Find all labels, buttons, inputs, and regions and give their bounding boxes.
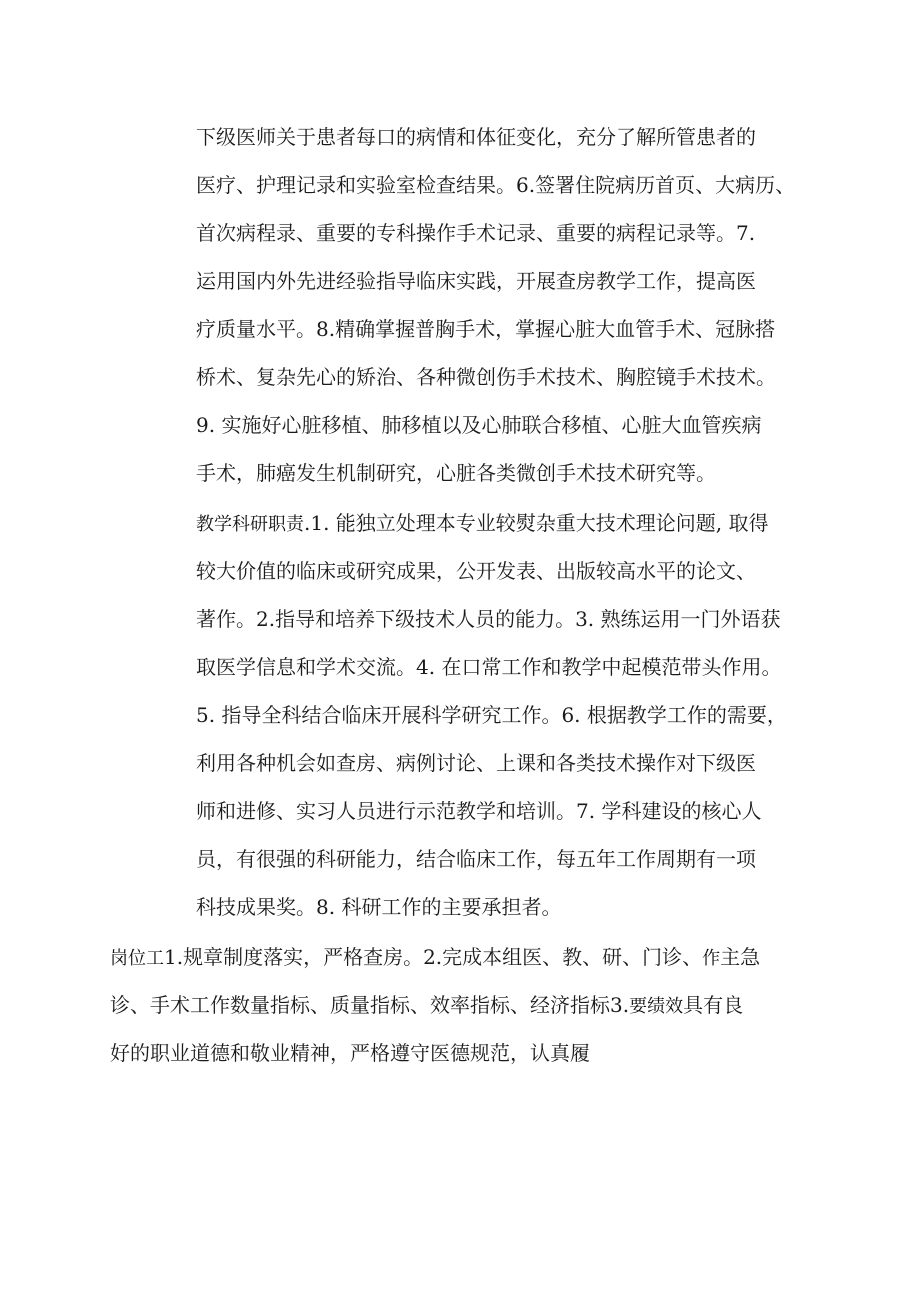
body-text-line: 科技成果奖。8. 科研工作的主要承担者。 [196,895,562,919]
body-text-line: 手术，肺癌发生机制研究，心脏各类微创手术技术研究等。 [196,461,716,485]
body-text-line: 疗质量水平。8.精确掌握普胸手术，掌握心脏大血管手术、冠脉搭 [196,317,776,341]
body-text-line: 好的职业道德和敬业精神，严格遵守医德规范，认真履 [110,1041,590,1065]
body-text-line: 桥术、复杂先心的矫治、各种微创伤手术技术、胸腔镜手术技术。 [196,365,776,389]
body-text-fragment: 具有良 [683,993,744,1017]
body-text-line: 利用各种机会如查房、病例讨论、上课和各类技术操作对下级医 [196,751,756,775]
body-text-fragment: 主急 [720,945,761,969]
body-text-line: 运用国内外先进经验指导临床实践，开展查房教学工作，提高医 [196,269,756,293]
body-text-fragment: 1.规章制度落实，严格查房。2.完成本组医、教、研、门诊、 [164,945,703,969]
body-text-line: 下级医师关于患者每口的病情和体征变化，充分了解所管患者的 [196,125,756,149]
section-line-performance [110,992,743,1018]
body-text-line: 师和进修、实习人员进行示范教学和培训。7. 学科建设的核心人 [196,799,762,823]
section-line-teaching-research [196,510,769,536]
body-text-line: 9. 实施好心脏移植、肺移植以及心肺联合移植、心脏大血管疾病 [196,413,762,437]
body-text-line: 医疗、护理记录和实验室检查结果。6.签署住院病历首页、大病历、 [196,173,796,197]
body-text-line: 取医学信息和学术交流。4. 在口常工作和教学中起模范带头作用。 [196,655,782,679]
body-text-fragment: .1. 能独立处理本专业较熨杂重大技术理论问题, 取得 [304,511,769,535]
body-text-fragment: 诊、手术工作数量指标、质量指标、效率指标、经济指标3. [110,993,630,1017]
section-line-job-duties [110,944,760,970]
body-text-line: 5. 指导全科结合临床开展科学研究工作。6. 根据教学工作的需要， [196,703,787,727]
body-text-line: 著作。2.指导和培养下级技术人员的能力。3. 熟练运用一门外语获 [196,607,781,631]
section-label-work: 作 [702,948,721,969]
body-text-line: 员，有很强的科研能力，结合临床工作，每五年工作周期有一项 [196,847,756,871]
body-text-line: 首次病程录、重要的专科操作手术记录、重要的病程记录等。7. [196,221,756,245]
section-label-teaching-research: 教学科研职责 [196,514,304,535]
section-label-job: 岗位工 [110,948,164,969]
body-text-line: 较大价值的临床或研究成果，公开发表、出版较高水平的论文、 [196,559,756,583]
section-label-performance: 要绩效 [629,996,684,1017]
